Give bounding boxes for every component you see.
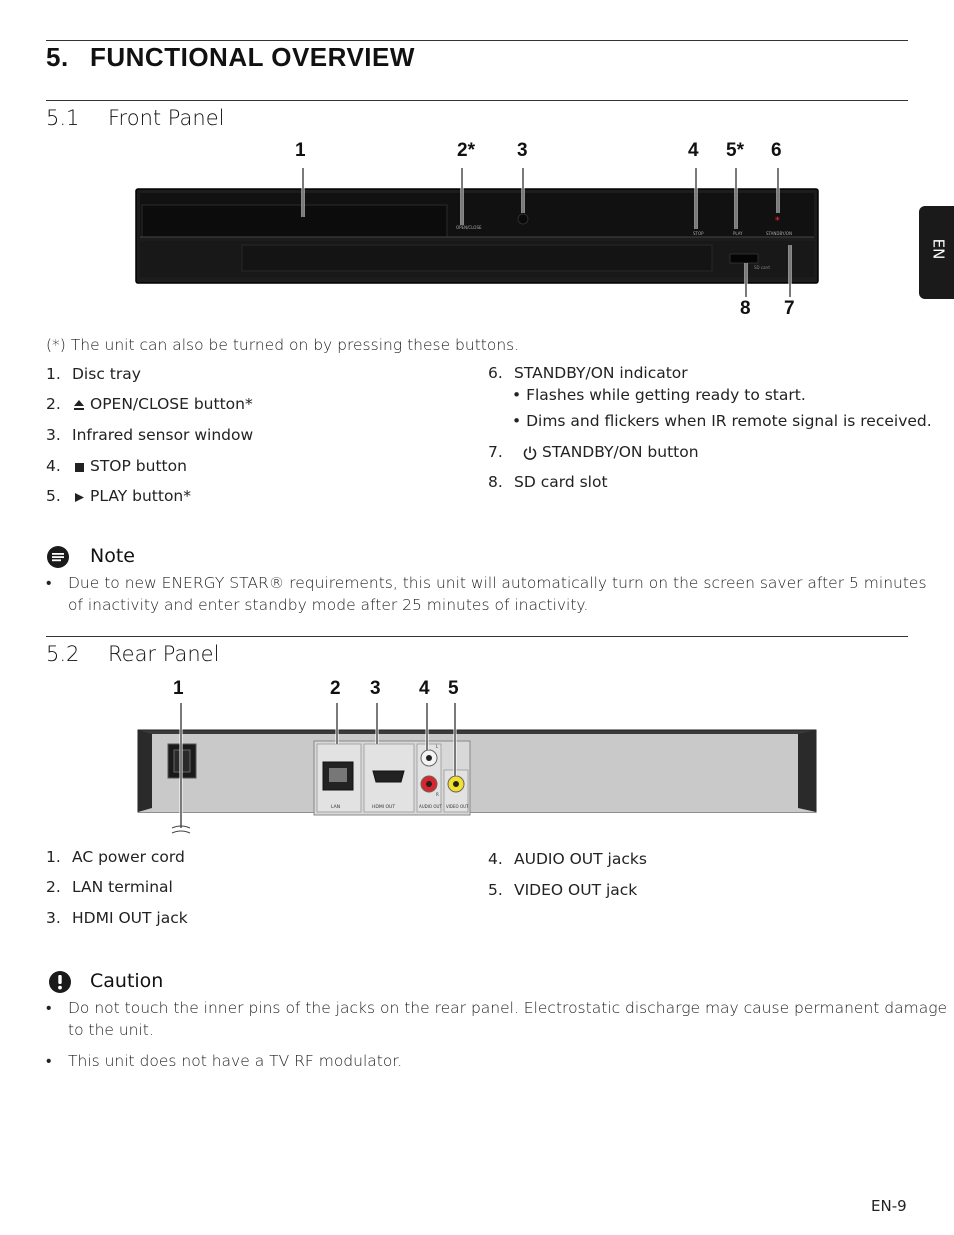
caution-bullet-marker-2: •: [46, 1052, 52, 1070]
front-item-5: [46, 487, 191, 505]
item-number: 4.: [488, 850, 503, 868]
rear-panel-illustration: [130, 700, 830, 840]
front-callout-6: 6: [771, 140, 782, 161]
rear-panel-heading: [46, 642, 219, 666]
item-number: 6.: [488, 364, 503, 382]
item-text: AUDIO OUT jacks: [514, 850, 647, 868]
item-number: 5.: [488, 881, 503, 899]
note-bullet-marker: •: [46, 574, 52, 592]
item-number: 1.: [46, 848, 61, 866]
item-text: OPEN/CLOSE button*: [90, 395, 253, 413]
rear-callout-2: 2: [330, 678, 341, 699]
item-text: VIDEO OUT jack: [514, 881, 638, 899]
item-text: STANDBY/ON indicator: [514, 364, 688, 382]
item-text: PLAY button*: [90, 487, 192, 505]
item-number: 3.: [46, 426, 61, 444]
item-number: 5.: [46, 487, 61, 505]
indicator-bullet-2: • Dims and flickers when IR remote signal is received.: [512, 412, 932, 430]
front-item-2: [46, 395, 253, 413]
front-panel-title: Front Panel: [108, 106, 225, 130]
item-text: AC power cord: [72, 848, 185, 866]
indicator-bullet-text: Flashes while getting ready to start.: [526, 386, 806, 404]
section-heading: [46, 42, 415, 73]
power-icon: [522, 445, 538, 461]
rear-item-4: [488, 850, 647, 868]
front-item-6: [488, 364, 688, 382]
hdmi-device-label: HDMI OUT: [372, 805, 396, 810]
caution-bullet-1-line-1: Do not touch the inner pins of the jacks on the rear panel. Electrostatic discharge may cause permanent damage: [68, 999, 948, 1017]
page-number: EN-9: [871, 1197, 907, 1215]
rear-panel-number: 5.2: [46, 642, 80, 666]
rear-item-2: [46, 878, 173, 896]
note-line-2: of inactivity and enter standby mode after 25 minutes of inactivity.: [68, 596, 589, 614]
front-panel-number: 5.1: [46, 106, 80, 130]
hdmi-port: [373, 771, 404, 782]
front-lower-panel: [242, 245, 712, 271]
front-item-7: [488, 443, 699, 461]
front-item-1: [46, 365, 141, 383]
video-device-label: VIDEO OUT: [446, 804, 469, 809]
lan-device-label: LAN: [331, 805, 341, 810]
language-side-tab-label: EN: [929, 238, 948, 260]
item-text: HDMI OUT jack: [72, 909, 188, 927]
item-number: 2.: [46, 395, 61, 413]
front-callout-3: 3: [517, 140, 528, 161]
indicator-bullet-text: Dims and flickers when IR remote signal is received.: [526, 412, 932, 430]
caution-bullet-marker-1: •: [46, 999, 52, 1017]
front-panel-illustration: [130, 165, 830, 300]
front-callout-7: 7: [784, 298, 795, 319]
indicator-bullet-1: • Flashes while getting ready to start.: [512, 386, 806, 404]
front-item-3: [46, 426, 253, 444]
rear-item-3: [46, 909, 188, 927]
sd-card-label: SD card: [754, 265, 770, 270]
item-number: 7.: [488, 443, 503, 461]
audio-device-label: AUDIO OUT: [419, 804, 442, 809]
disc-tray: [142, 205, 447, 237]
rear-callout-3: 3: [370, 678, 381, 699]
rear-callout-5: 5: [448, 678, 459, 699]
stop-device-label: STOP: [693, 231, 704, 236]
front-panel-heading: [46, 106, 224, 130]
stop-icon: [72, 460, 86, 474]
caution-bullet-2: This unit does not have a TV RF modulator.: [68, 1052, 403, 1070]
rear-panel-title: Rear Panel: [108, 642, 220, 666]
item-number: 3.: [46, 909, 61, 927]
eject-icon: [72, 398, 86, 412]
front-callout-8: 8: [740, 298, 751, 319]
item-text: Infrared sensor window: [72, 426, 254, 444]
item-text: LAN terminal: [72, 878, 173, 896]
item-text: STOP button: [90, 457, 187, 475]
language-side-tab: [919, 206, 954, 299]
item-text: STANDBY/ON button: [542, 443, 699, 461]
standby-device-label: STANDBY/ON: [766, 231, 792, 236]
rear-section-rule: [46, 636, 908, 637]
item-number: 2.: [46, 878, 61, 896]
play-device-label: PLAY: [733, 231, 743, 236]
exclamation-icon: [48, 970, 72, 994]
note-icon: [46, 545, 70, 569]
heading-rule: [46, 100, 908, 101]
front-item-4: [46, 457, 187, 475]
rear-item-1: [46, 848, 185, 866]
audio-r-label: R: [436, 792, 439, 797]
open-close-device-label: OPEN/CLOSE: [456, 225, 482, 230]
sd-card-slot: [730, 254, 758, 263]
rear-callout-4: 4: [419, 678, 430, 699]
item-number: 8.: [488, 473, 503, 491]
front-footnote: (*) The unit can also be turned on by pressing these buttons.: [46, 336, 520, 354]
section-number: 5.: [46, 42, 69, 72]
item-number: 4.: [46, 457, 61, 475]
item-text: Disc tray: [72, 365, 141, 383]
rear-device-plate: [138, 734, 816, 812]
play-icon: [72, 490, 86, 504]
item-text: SD card slot: [514, 473, 608, 491]
caution-bullet-1-line-2: to the unit.: [68, 1021, 154, 1039]
section-title: FUNCTIONAL OVERVIEW: [90, 42, 415, 72]
note-title: Note: [90, 545, 135, 567]
rear-callout-1: 1: [173, 678, 184, 699]
top-rule: [46, 40, 908, 41]
front-callout-5: 5*: [726, 140, 744, 161]
audio-l-label: L: [436, 744, 439, 749]
caution-title: Caution: [90, 970, 164, 992]
front-callout-4: 4: [688, 140, 699, 161]
standby-indicator-asterisk: *: [775, 216, 780, 226]
rear-item-5: [488, 881, 637, 899]
item-number: 1.: [46, 365, 61, 383]
front-item-8: [488, 473, 608, 491]
front-callout-1: 1: [295, 140, 306, 161]
front-callout-2: 2*: [457, 140, 475, 161]
ir-sensor-window: [518, 214, 528, 224]
note-line-1: Due to new ENERGY STAR® requirements, this unit will automatically turn on the screen saver after 5 minutes: [68, 574, 927, 592]
